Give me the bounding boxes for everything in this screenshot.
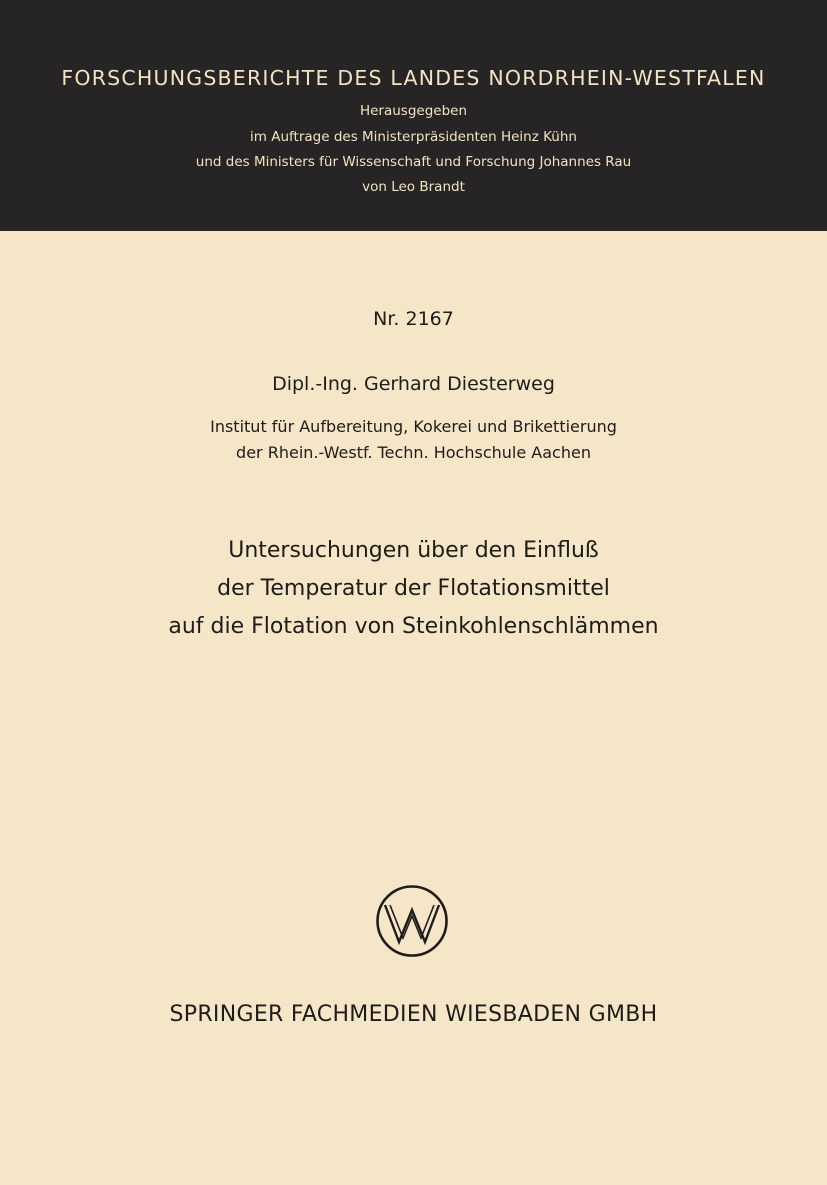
book-title-line-2: der Temperatur der Flotationsmittel [217, 576, 610, 601]
author-name: Dipl.-Ing. Gerhard Diesterweg [272, 373, 555, 395]
editor-line-minister: und des Ministers für Wissenschaft und Forschung Johannes Rau [195, 154, 632, 170]
institute-line-1: Institut für Aufbereitung, Kokerei und Brikettierung [210, 417, 617, 436]
book-title-line-1: Untersuchungen über den Einfluß [228, 538, 599, 563]
springer-ww-logo-icon [375, 884, 449, 958]
editor-line-ministerpraesident: im Auftrage des Ministerpräsidenten Heinz Kühn [250, 129, 577, 145]
report-number: Nr. 2167 [373, 308, 454, 330]
editor-line-brandt: von Leo Brandt [362, 179, 465, 195]
publisher-name: SPRINGER FACHMEDIEN WIESBADEN GMBH [169, 1002, 658, 1027]
book-title-line-3: auf die Flotation von Steinkohlenschlämmen [168, 614, 659, 639]
series-header-band [0, 0, 827, 231]
series-title: FORSCHUNGSBERICHTE DES LANDES NORDRHEIN-WESTFALEN [61, 66, 766, 90]
editor-line-herausgegeben: Herausgegeben [359, 103, 468, 119]
institute-line-2: der Rhein.-Westf. Techn. Hochschule Aachen [236, 443, 591, 462]
